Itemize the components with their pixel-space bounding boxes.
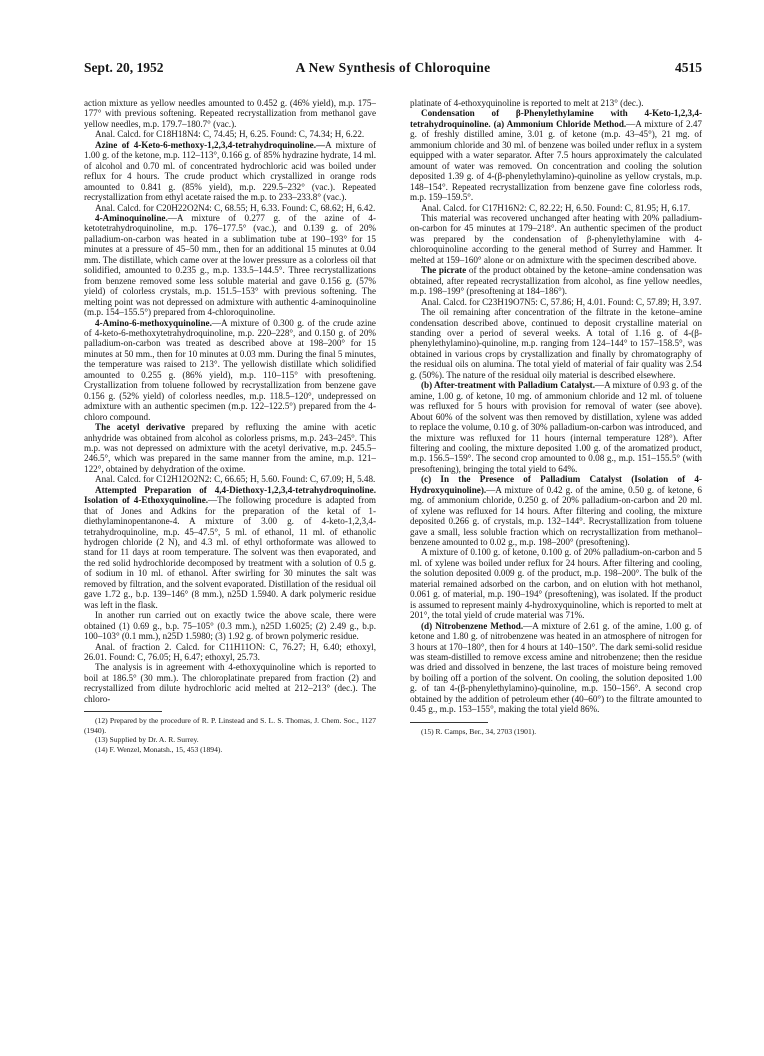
paragraph-body: —A mixture of 0.42 g. of the amine, 0.50 g. of ketone, 6 mg. of ammonium chloride, 0.250 g. of 20% palladium-on-carbon and 20 ml. of xylene was refluxed for 14 hours. After filtering and cooling, the mixture deposited 0.266 g. of crystals, m.p. 132–144°. Recrystallization from toluene gave a small, less soluble fraction which on recrystallization from methanol–benzene amounted to 0.02 g., m.p. 198–200° (presoftening). — [410, 484, 702, 548]
paragraph — [84, 318, 376, 423]
left-column — [84, 98, 376, 755]
analysis-paragraph: Anal. of fraction 2. Calcd. for C11H11ON: C, 76.27; H, 6.40; ethoxyl, 26.01. Found: C, 76.05; H, 6.47; ethoxyl, 25.73. — [84, 641, 376, 663]
section-heading: Azine of 4-Keto-6-methoxy-1,2,3,4-tetrahydroquinoline.— — [95, 139, 326, 150]
analysis-paragraph: Anal. Calcd. for C12H12O2N2: C, 66.65; H, 5.60. Found: C, 67.09; H, 5.48. — [95, 474, 376, 485]
paragraph-body: —A mixture of 0.277 g. of the azine of 4-ketotetrahydroquinoline, m.p. 176–177.5° (vac.), and 0.139 g. of 20% palladium-on-carbon was heated in a sublimation tube at 190–193° for 15 minutes at a pressure of 45–50 mm., then for an additional 15 minutes at 0.04 mm. The distillate, which came over at the lower pressure as a colorless oil that solidified, amounted to 0.235 g., m.p. 133.5–144.5°. Three recrystallizations from benzene removed some less soluble material and gave 0.156 g. (57% yield) of colorless crystals, m.p. 151.5–153° with previous softening. The melting point was not depressed on admixture with authentic 4-aminoquinoline (m.p. 154–155.5°) prepared from 4-chloroquinoline. — [84, 212, 376, 318]
paragraph — [410, 108, 702, 202]
paragraph: A mixture of 0.100 g. of ketone, 0.100 g. of 20% palladium-on-carbon and 5 ml. of xylene was boiled under reflux for 24 hours. After filtering and cooling, the solution deposited 0.009 g. of the product, m.p. 198–200°. The bulk of the material remained adsorbed on the carbon, and on elution with hot methanol, 0.061 g. of material, m.p. 190–194° (presoftening), was isolated. If the product is assumed to represent mainly 4-hydroxyquinoline, which is reported to melt at 201°, the total yield of crude material was 71%. — [410, 547, 702, 621]
header-title: A New Synthesis of Chloroquine — [295, 60, 491, 75]
paragraph: action mixture as yellow needles amounted to 0.452 g. (46% yield), m.p. 175–177° with previous softening. Repeated recrystallization from methanol gave yellow needles, m.p. 179.7–180.7° (vac.). — [84, 98, 376, 129]
footnote-divider — [84, 711, 162, 712]
paragraph — [84, 140, 376, 203]
section-heading: (d) Nitrobenzene Method. — [421, 620, 524, 631]
analysis-paragraph: Anal. Calcd. for C23H19O7N5: C, 57.86; H, 4.01. Found: C, 57.89; H, 3.97. — [421, 296, 702, 307]
section-heading: The acetyl derivative — [95, 422, 186, 433]
section-heading: (b) After-treatment with Palladium Catalyst. — [421, 380, 595, 391]
paragraph — [410, 265, 702, 296]
analysis-paragraph: Anal. Calcd. for C20H22O2N4: C, 68.55; H, 6.33. Found: C, 68.62; H, 6.42. — [95, 202, 376, 213]
paragraph-body: —A mixture of 2.61 g. of the amine, 1.00 g. of ketone and 1.80 g. of nitrobenzene was heated in an atmosphere of nitrogen for 3 hours at 170–180°, then for 4 hours at 140–150°. The dark semi-solid residue was steam-distilled to remove excess amine and nitrobenzene; then the residue was dried and dissolved in benzene, the last traces of moisture being removed by boiling off a portion of the solvent. On cooling, the solution deposited 1.00 g. of tan 4-(β-phenylethylamino)-quinoline, m.p. 150–156°. A second crop obtained by the addition of petroleum ether (40–60°) to the filtrate amounted to 0.45 g., m.p. 153–155°, making the total yield 86%. — [410, 620, 703, 715]
paragraph-body: A mixture of 1.00 g. of the ketone, m.p. 112–113°, 0.166 g. of 85% hydrazine hydrate, 14 ml. of alcohol and 0.70 ml. of concentrated hydrochloric acid was boiled under reflux for 4 hours. The crude product which crystallized in orange rods amounted to 0.841 g. (85% yield), m.p. 229.5–232° (vac.). Repeated recrystallization from ethyl acetate raised the m.p. to 233–233.8° (vac.). — [84, 139, 376, 203]
section-heading: Attempted Preparation of 4,4-Diethoxy-1,2,3,4-tetrahydroquinoline. Isolation of 4-Ethoxyquinoline. — [84, 484, 376, 506]
paragraph: platinate of 4-ethoxyquinoline is reported to melt at 213° (dec.). — [410, 98, 644, 108]
section-heading: (c) In the Presence of Palladium Catalyst (Isolation of 4-Hydroxyquinoline). — [410, 474, 702, 495]
paragraph-body: —A mixture of 0.300 g. of the crude azine of 4-keto-6-methoxytetrahydroquinoline, m.p. 220–228°, and 0.150 g. of 20% palladium-on-carbon was treated as described above at 198–200° for 15 minutes at 50 mm., then for 10 minutes at 0.03 mm. During the final 5 minutes, the temperature was raised to 213°. The yellowish distillate which solidified amounted to 0.255 g. (86% yield), m.p. 110–115° with presoftening. Crystallization from toluene followed by recrystallization from benzene gave 0.156 g. (52% yield) of colorless needles, m.p. 118.5–120°, undepressed on admixture with an authentic specimen (m.p. 122–122.5°) prepared from the 4-chloro compound. — [84, 317, 376, 422]
footnote: (15) R. Camps, Ber., 34, 2703 (1901). — [421, 726, 537, 736]
paragraph-body: of the product obtained by the ketone–amine condensation was obtained, after repeated recrystallization from alcohol, as fine yellow needles, m.p. 198–199° (presoftening at 184–186°). — [410, 265, 703, 297]
paragraph: In another run carried out on exactly twice the above scale, there were obtained (1) 0.69 g., b.p. 75–105° (0.3 mm.), n25D 1.6025; (2) 2.49 g., b.p. 100–103° (0.1 mm.), n25D 1.5980; (3) 1.92 g. of brown polymeric residue. — [84, 610, 376, 642]
footnote: (14) F. Wenzel, Monatsh., 15, 453 (1894). — [95, 745, 223, 755]
paragraph-body: —A mixture of 2.47 g. of freshly distilled amine, 3.01 g. of ketone (m.p. 43–45°), 21 mg. of ammonium chloride and 30 ml. of benzene was boiled under reflux in a system equipped with a water separator. After 7.5 hours approximately the calculated amount of water was removed. On concentration and cooling the solution deposited 1.39 g. of 4-(β-phenylethylamino)-quinoline as yellow crystals, m.p. 148–154°. Repeated recrystallization from benzene gave fine colorless rods, m.p. 159–159.5°. — [410, 118, 702, 203]
paragraph-body: —A mixture of 0.93 g. of the amine, 1.00 g. of ketone, 10 mg. of ammonium chloride and 12 ml. of toluene was refluxed for 5 hours with provision for removal of water (see above). About 60% of the solvent was then removed by distillation, xylene was added to replace the volume, 0.10 g. of 30% palladium-on-carbon was introduced, and the mixture was refluxed for 11 hours (internal temperature 128°). After filtering and cooling, the mixture deposited 1.00 g. of the aromatized product, m.p. 156.5–159°. The second crop amounted to 0.08 g., m.p. 151–155.5° (with presoftening), bringing the total yield to 64%. — [410, 380, 702, 474]
page-number: 4515 — [675, 60, 702, 75]
section-heading: 4-Amino-6-methoxyquinoline. — [95, 317, 212, 328]
paragraph — [84, 213, 376, 318]
paragraph — [410, 621, 702, 715]
paragraph — [410, 474, 702, 547]
paragraph-body: prepared by refluxing the amine with acetic anhydride was obtained from alcohol as colorless prisms, m.p. 243–245°. This m.p. was not depressed on admixture with the acetyl derivative, m.p. 245.5–246.5°, which was prepared in the same manner from the amine, m.p. 121–122°, obtained by dehydration of the oxime. — [84, 422, 376, 474]
paragraph — [410, 380, 702, 474]
paragraph — [84, 485, 376, 610]
right-column — [410, 98, 702, 736]
paragraph: The analysis is in agreement with 4-ethoxyquinoline which is reported to boil at 186.5° (30 mm.). The chloroplatinate prepared from fraction (2) and recrystallized from dilute hydrochloric acid melted at 212–213° (dec.). The chloro- — [84, 662, 376, 704]
analysis-paragraph: Anal. Calcd. for C17H16N2: C, 82.22; H, 6.50. Found: C, 81.95; H, 6.17. — [421, 202, 691, 213]
paragraph: This material was recovered unchanged after heating with 20% palladium-on-carbon for 45 minutes at 179–218°. An authentic specimen of the product was prepared by the condensation of β-phenylethylamine with 4-chloroquinoline according to the general method of Surrey and Hammer. It melted at 159–160° alone or on admixture with the specimen described above. — [410, 212, 702, 265]
paragraph: The oil remaining after concentration of the filtrate in the ketone–amine condensation described above, continued to deposit crystalline material on standing over a period of several weeks. A total of 1.16 g. of 4-(β-phenylethylamino)-quinoline, m.p. ranging from 124–144° to 157–158.5°, was obtained in various crops by crystallization and finally by chromatography of the residual oils on alumina. The total yield of material of fair quality was 2.54 g. (50%). The nature of the residual oily material is described elsewhere. — [410, 307, 702, 380]
analysis-paragraph: Anal. Calcd. for C18H18N4: C, 74.45; H, 6.25. Found: C, 74.34; H, 6.22. — [95, 129, 365, 140]
section-heading: 4-Aminoquinoline. — [95, 212, 168, 223]
footnote: (13) Supplied by Dr. A. R. Surrey. — [95, 735, 199, 745]
header-date: Sept. 20, 1952 — [84, 60, 164, 75]
paragraph-body: —The following procedure is adapted from that of Jones and Adkins for the preparation of the ketal of 1-diethylaminopentanone-4. A mixture of 3.00 g. of 4-keto-1,2,3,4-tetrahydroquinoline, m.p. 45–47.5°, 5 ml. of ethanol, 11 ml. of ethanolic hydrogen chloride (2 N), and 4.3 ml. of ethyl orthoformate was allowed to stand for 11 days at room temperature. The solvent was then evaporated, and the red solid hydrochloride decomposed by treatment with a solution of 0.5 g. of sodium in 10 ml. of ethanol. After swirling for 30 minutes the salt was removed by filtration, and the solvent evaporated. Distillation of the residual oil gave 1.72 g., b.p. 139–146° (8 mm.), n25D 1.5940. A dark polymeric residue was left in the flask. — [84, 495, 376, 610]
paragraph — [84, 422, 376, 474]
section-heading: The picrate — [421, 265, 467, 276]
page-header — [84, 60, 702, 80]
section-heading: Condensation of β-Phenylethylamine with 4-Keto-1,2,3,4-tetrahydroquinoline. (a) Ammonium Chloride Method. — [410, 108, 702, 129]
footnote-divider — [410, 722, 488, 723]
footnote: (12) Prepared by the procedure of R. P. Linstead and S. L. S. Thomas, J. Chem. Soc., 1127 (1940). — [84, 716, 376, 735]
